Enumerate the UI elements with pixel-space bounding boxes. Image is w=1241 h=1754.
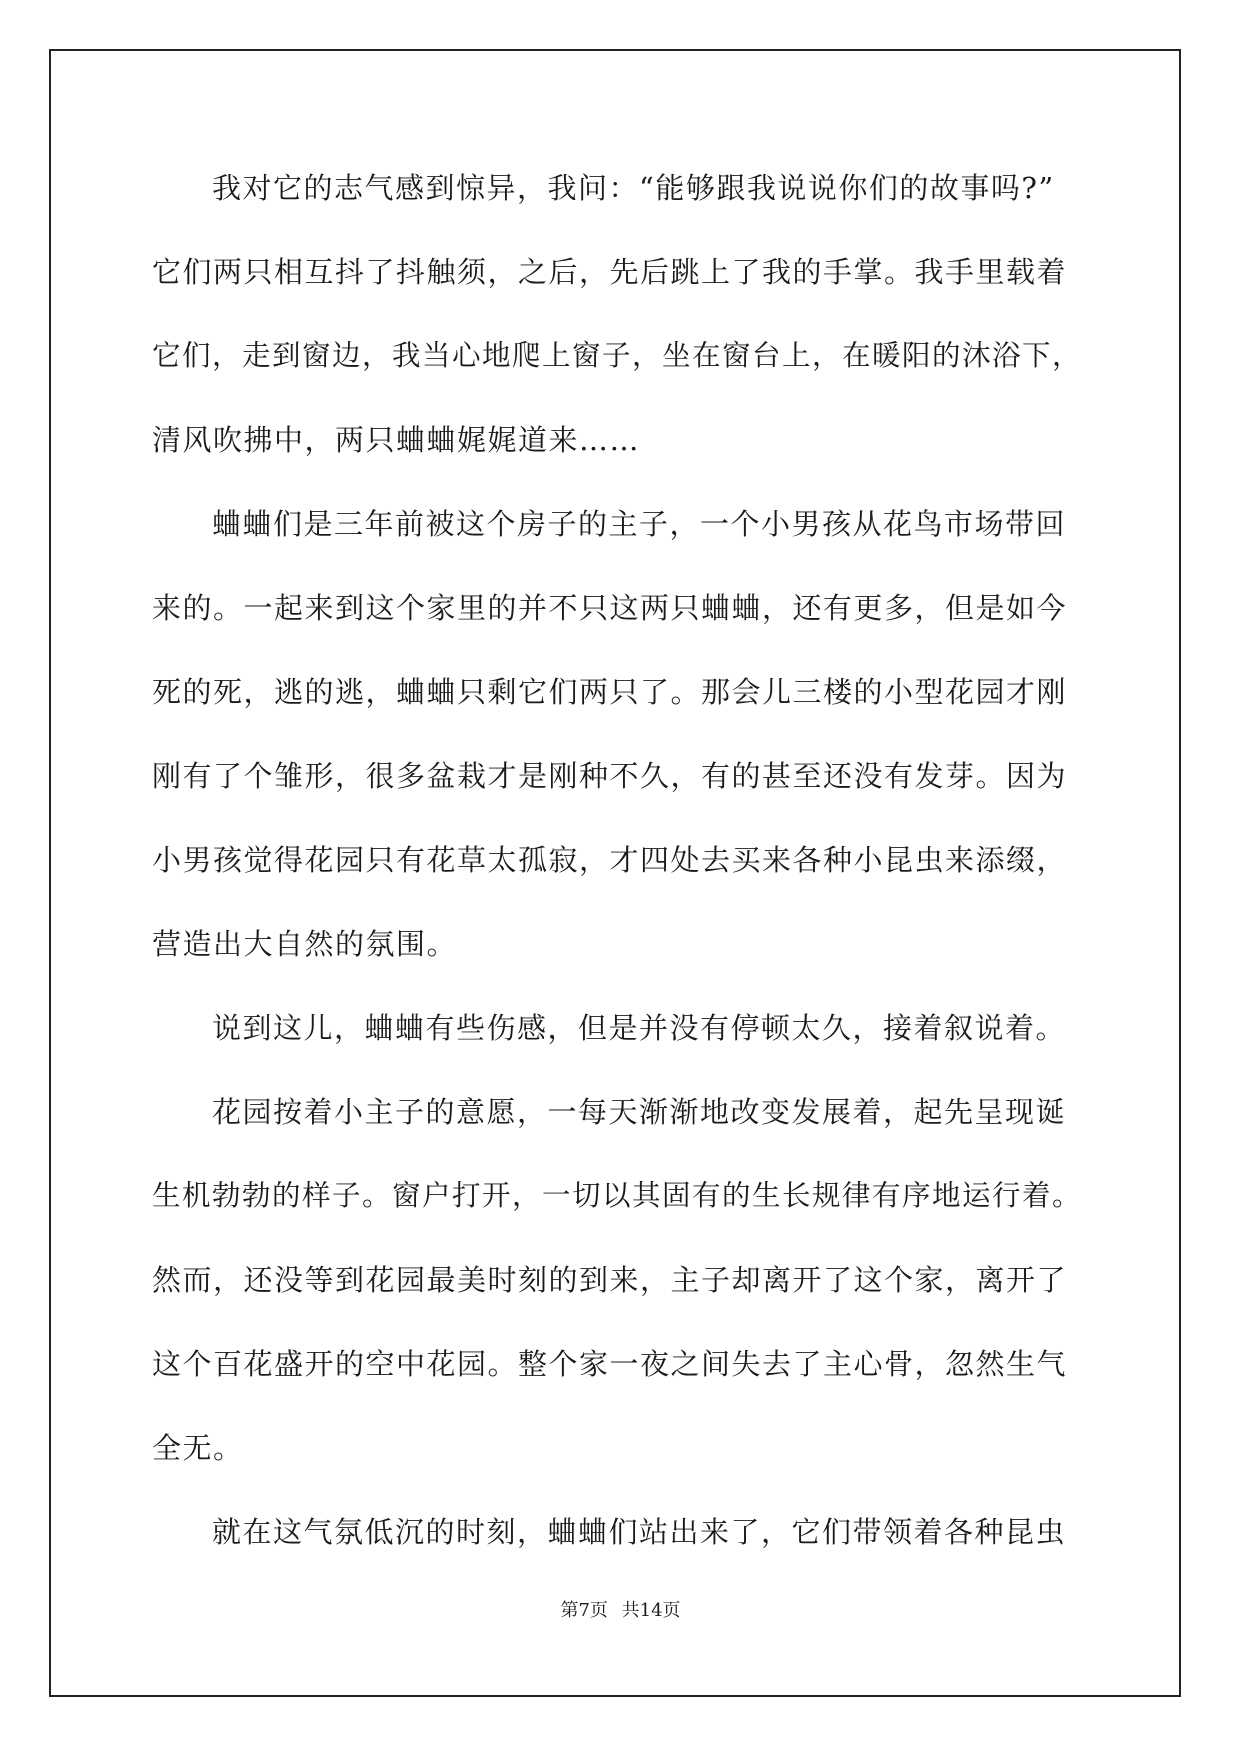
text-line: 我对它的志气感到惊异，我问：“能够跟我说说你们的故事吗?” xyxy=(212,171,1055,205)
text-line: 生机勃勃的样子。窗户打开，一切以其固有的生长规律有序地运行着。 xyxy=(152,1179,1083,1212)
text-line: 小男孩觉得花园只有花草太孤寂，才四处去买来各种小昆虫来添缀， xyxy=(152,843,1068,877)
text-line: 它们两只相互抖了抖触须，之后，先后跳上了我的手掌。我手里载着 xyxy=(152,255,1068,289)
text-line: 花园按着小主子的意愿，一每天渐渐地改变发展着，起先呈现诞 xyxy=(212,1095,1067,1129)
page-number-current: 第7页 xyxy=(560,1600,608,1621)
text-line: 它们，走到窗边，我当心地爬上窗子，坐在窗台上，在暖阳的沐浴下， xyxy=(152,339,1083,372)
text-line: 死的死，逃的逃，蛐蛐只剩它们两只了。那会儿三楼的小型花园才刚 xyxy=(152,675,1068,709)
text-line: 营造出大自然的氛围。 xyxy=(152,927,458,961)
text-line: 来的。一起来到这个家里的并不只这两只蛐蛐，还有更多，但是如今 xyxy=(152,591,1068,625)
text-line: 刚有了个雏形，很多盆栽才是刚种不久，有的甚至还没有发芽。因为 xyxy=(152,759,1068,793)
text-line: 说到这儿，蛐蛐有些伤感，但是并没有停顿太久，接着叙说着。 xyxy=(212,1011,1067,1045)
document-body xyxy=(152,160,1092,1588)
page-footer xyxy=(0,1596,1241,1622)
text-line: 就在这气氛低沉的时刻，蛐蛐们站出来了，它们带领着各种昆虫 xyxy=(212,1515,1067,1549)
text-line: 清风吹拂中，两只蛐蛐娓娓道来…… xyxy=(152,423,641,457)
text-line: 全无。 xyxy=(152,1431,244,1465)
text-line: 然而，还没等到花园最美时刻的到来，主子却离开了这个家，离开了 xyxy=(152,1263,1068,1297)
text-line: 蛐蛐们是三年前被这个房子的主子，一个小男孩从花鸟市场带回 xyxy=(212,507,1067,541)
text-line: 这个百花盛开的空中花园。整个家一夜之间失去了主心骨，忽然生气 xyxy=(152,1347,1068,1381)
page-number-total: 共14页 xyxy=(621,1600,681,1621)
